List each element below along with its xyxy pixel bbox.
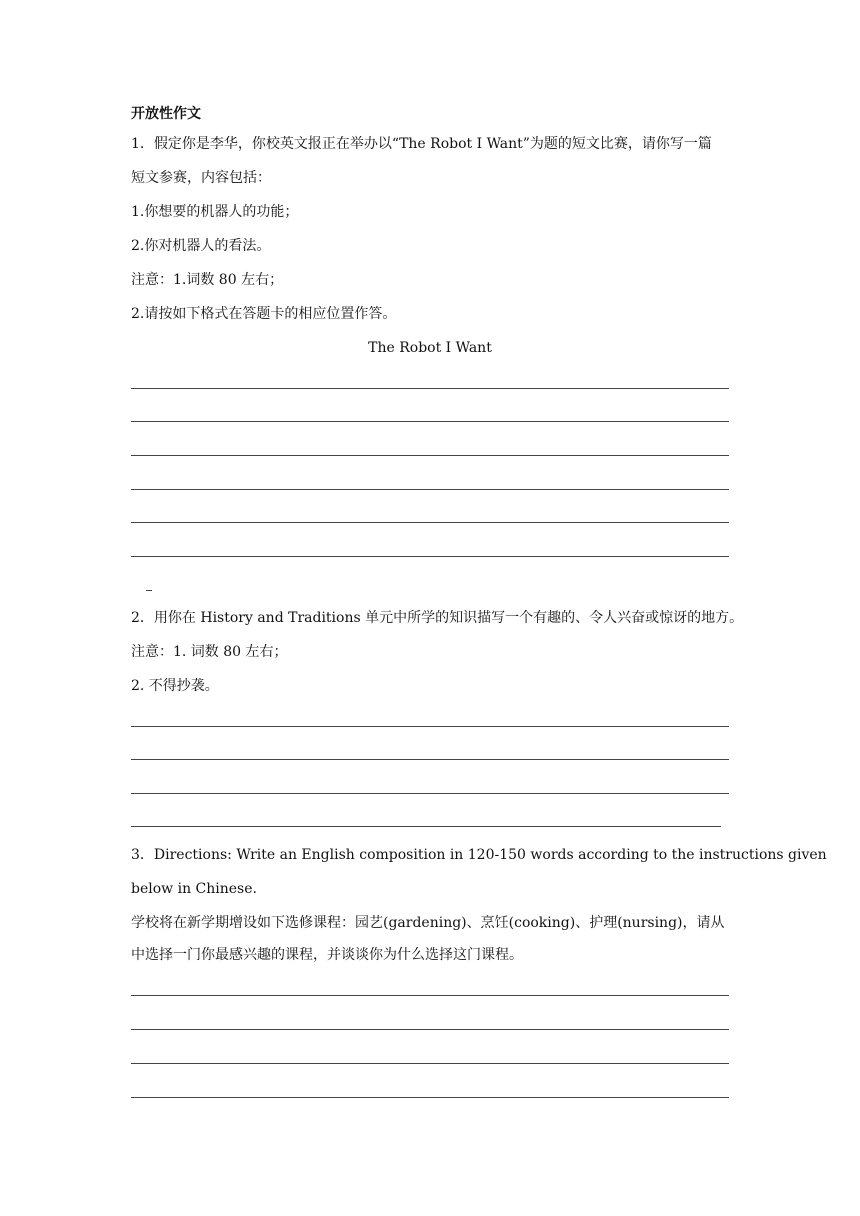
q2-note-1: 注意：1. 词数 80 左右； (131, 644, 288, 660)
q1-essay-title: The Robot I Want (368, 340, 492, 356)
q1-answer-line (131, 421, 729, 422)
q1-answer-line (131, 556, 729, 557)
q1-answer-line (131, 455, 729, 456)
q3-answer-line (131, 1063, 729, 1064)
q1-prompt-line-1: 1．假定你是李华，你校英文报正在举办以“The Robot I Want”为题的短文比赛，请你写一篇 (131, 136, 712, 152)
section-heading: 开放性作文 (131, 106, 201, 122)
q3-prompt-line-2: below in Chinese. (131, 881, 257, 897)
q3-prompt-line-4: 中选择一门你最感兴趣的课程，并谈谈你为什么选择这门课程。 (131, 947, 523, 963)
q2-prompt-line-1: 2．用你在 History and Traditions 单元中所学的知识描写一个有趣的、令人兴奋或惊讶的地方。 (131, 610, 744, 626)
q2-answer-line (131, 793, 729, 794)
q1-point-1: 1.你想要的机器人的功能； (131, 204, 299, 220)
q3-prompt-line-3: 学校将在新学期增设如下选修课程：园艺(gardening)、烹饪(cooking)、护理(nursing)，请从 (131, 915, 725, 931)
q1-note-1: 注意：1.词数 80 左右； (131, 272, 284, 288)
q2-answer-line (131, 826, 721, 827)
q1-answer-line (131, 522, 729, 523)
q1-prompt-line-2: 短文参赛，内容包括： (131, 170, 271, 186)
q3-answer-line (131, 995, 729, 996)
q1-note-2: 2.请按如下格式在答题卡的相应位置作答。 (131, 306, 397, 322)
q2-answer-line (131, 726, 729, 727)
q1-answer-dash (146, 590, 152, 591)
q3-prompt-line-1: 3．Directions: Write an English composition in 120-150 words according to the instructions given (131, 847, 827, 863)
q1-answer-line (131, 489, 729, 490)
q1-point-2: 2.你对机器人的看法。 (131, 238, 271, 254)
q2-note-2: 2. 不得抄袭。 (131, 678, 219, 694)
q3-answer-line (131, 1097, 729, 1098)
q2-answer-line (131, 759, 729, 760)
q3-answer-line (131, 1029, 729, 1030)
q1-answer-line (131, 388, 729, 389)
